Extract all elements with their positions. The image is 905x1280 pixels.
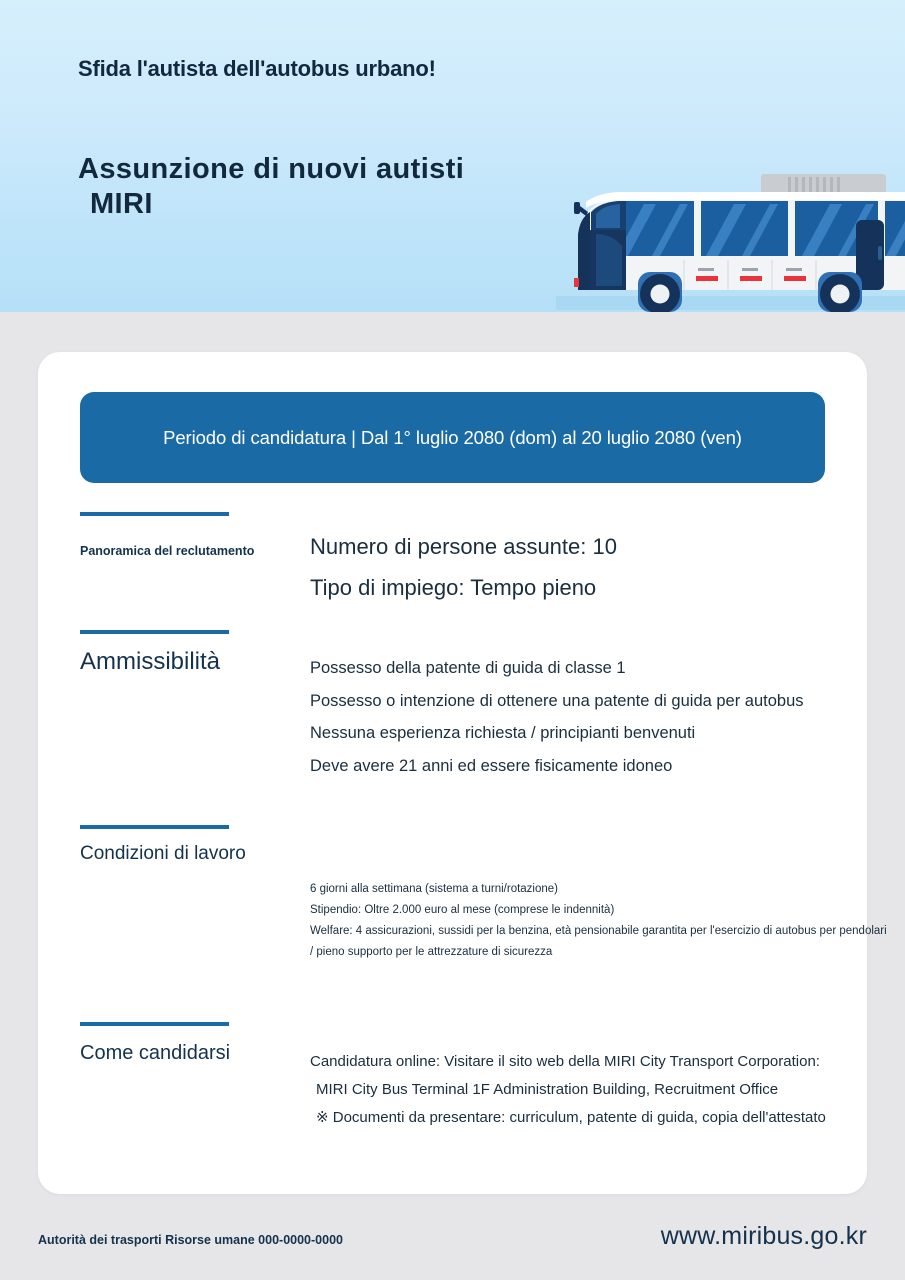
section-rule xyxy=(80,512,229,516)
section-apply-body xyxy=(310,1048,826,1132)
list-item: Possesso della patente di guida di classe 1 xyxy=(310,659,626,677)
application-period-banner xyxy=(80,392,825,483)
bus-rear-wheel xyxy=(818,272,862,312)
list-item: Stipendio: Oltre 2.000 euro al mese (comprese le indennità) xyxy=(310,904,615,916)
list-item: Candidatura online: Visitare il sito web della MIRI City Transport Corporation: xyxy=(310,1053,820,1070)
footer-website-url[interactable]: www.miribus.go.kr xyxy=(660,1222,867,1250)
section-eligibility-body xyxy=(310,652,804,782)
section-rule xyxy=(80,825,229,829)
page-title-line2: MIRI xyxy=(90,187,153,220)
footer-contact: Autorità dei trasporti Risorse umane 000-0000-0000 xyxy=(38,1233,343,1247)
application-period-text: Periodo di candidatura | Dal 1° luglio 2080 (dom) al 20 luglio 2080 (ven) xyxy=(163,426,742,448)
list-item: Welfare: 4 assicurazioni, sussidi per la benzina, età pensionabile garantita per l'esercizio di autobus per pendolari xyxy=(310,925,887,937)
header-kicker: Sfida l'autista dell'autobus urbano! xyxy=(78,56,436,81)
content-card xyxy=(38,352,887,1194)
bus-front-wheel xyxy=(638,272,682,312)
poster-header xyxy=(0,0,905,312)
section-conditions-body xyxy=(310,879,887,963)
list-item: Deve avere 21 anni ed essere fisicamente idoneo xyxy=(310,756,673,775)
section-eligibility-heading: Ammissibilità xyxy=(80,648,221,675)
page-title-line1: Assunzione di nuovi autisti xyxy=(78,153,465,185)
poster-footer xyxy=(0,1210,905,1280)
page-title xyxy=(78,152,464,222)
list-item: / pieno supporto per le attrezzature di sicurezza xyxy=(310,946,553,958)
list-item: 6 giorni alla settimana (sistema a turni/rotazione) xyxy=(310,883,559,895)
list-item: MIRI City Bus Terminal 1F Administration Building, Recruitment Office xyxy=(316,1081,779,1098)
section-apply-heading: Come candidarsi xyxy=(80,1042,231,1064)
section-conditions-heading: Condizioni di lavoro xyxy=(80,843,246,864)
section-overview-heading: Panoramica del reclutamento xyxy=(80,544,255,558)
section-rule xyxy=(80,1022,229,1026)
section-rule xyxy=(80,630,229,634)
list-item: ※ Documenti da presentare: curriculum, patente di guida, copia dell'attestato xyxy=(316,1109,826,1126)
list-item: Tipo di impiego: Tempo pieno xyxy=(310,575,597,600)
list-item: Numero di persone assunte: 10 xyxy=(310,534,617,559)
section-overview-body xyxy=(310,526,617,608)
city-bus-illustration xyxy=(556,168,905,312)
list-item: Nessuna esperienza richiesta / principianti benvenuti xyxy=(310,724,696,742)
list-item: Possesso o intenzione di ottenere una patente di guida per autobus xyxy=(310,691,804,710)
